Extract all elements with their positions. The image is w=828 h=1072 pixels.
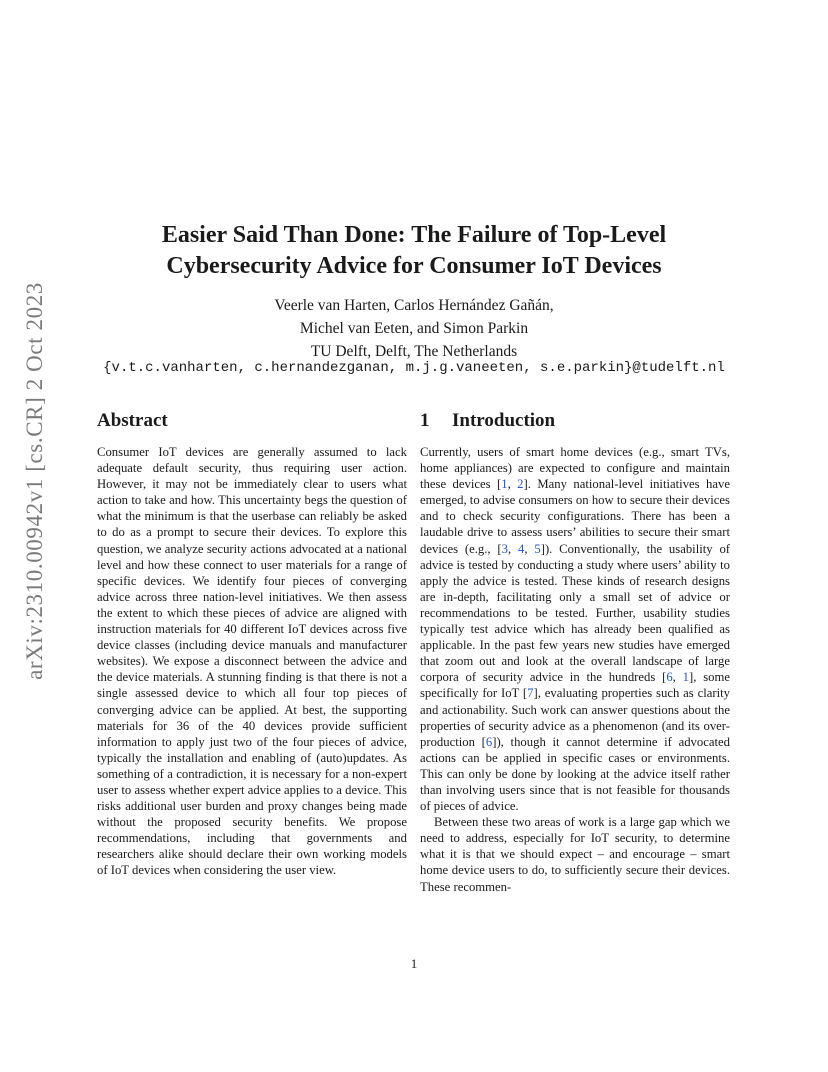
section-title: Introduction bbox=[452, 410, 556, 431]
section-number: 1 bbox=[420, 410, 430, 431]
author-block bbox=[0, 294, 828, 363]
intro-text: Between these two areas of work is a large gap which we need to address, especially for IoT security, to determine what it is that we should expect – and encourage – smart home device users to do, to sufficiently secure their devices. These recommen- bbox=[420, 815, 730, 894]
intro-text: ]), though it cannot determine if advocated actions can be applied in specific cases or environments. This can only be done by looking at the advice itself rather than involving users since that is not feasible for thousands of pieces of advice. bbox=[420, 734, 730, 814]
abstract-column bbox=[97, 408, 407, 879]
abstract-text: Consumer IoT devices are generally assumed to lack adequate default security, thus requiring user action. However, it may not be immediately clear to users what action to take and how. This uncertainty begs the question of what the minimum is that the userbase can reliably be asked to do as a prompt to secure their devices. To explore this question, we analyze security actions advocated at a national level and how these connect to user materials for a range of specific devices. We identify four pieces of converging advice across three nation-level initiatives. We then assess the extent to which these pieces of advice are aligned with instruction materials for 40 different IoT devices across five device classes (including device manuals and manufacturer websites). We expose a disconnect between the advice and the device materials. A stunning finding is that there is not a single assessed device to which all four top pieces of converging advice can be applied. At best, the supporting materials for 36 of the 40 devices provide sufficient information to apply just two of the four pieces of advice, typically the installation and enabling of (auto)updates. As something of a contradiction, it is necessary for a non-expert user to assess whether expert advice applies to a device. This risks additional user burden and proxy changes being made without the proposed security benefits. We propose recommendations, including that governments and researchers alike should declare their own working models of IoT devices when considering the user view. bbox=[97, 445, 407, 878]
citation-link[interactable]: 3 bbox=[501, 541, 508, 556]
introduction-heading bbox=[420, 408, 730, 434]
title-line-2: Cybersecurity Advice for Consumer IoT Devices bbox=[166, 253, 662, 279]
citation-link[interactable]: 6 bbox=[485, 734, 493, 749]
citation-link[interactable]: 2 bbox=[517, 477, 524, 492]
affiliation: TU Delft, Delft, The Netherlands bbox=[310, 343, 518, 360]
intro-text: Currently, users of smart home devices (e.g., smart TVs, home appliances) are expected to configure and maintain these devices [ bbox=[420, 445, 730, 492]
intro-paragraph-1: Currently, users of smart home devices (e.g., smart TVs, home appliances) are expected to configure and maintain these devices [1, 2]. Many national-level initiatives have emerged, to advise consumers on how to secure their devices and to check security configurations. There has been a laudable drive to assess users’ abilities to secure their smart devices (e.g., [3, 4, 5]). Conventionally, the usability of advice is tested by conducting a study where users’ ability to apply the advice is tested. These kinds of research designs are in-depth, facilitating only a small set of advice or recommendations to be tested. Further, usability studies typically test advice which has already been qualified as applicable. In the past few years new studies have emerged that zoom out and look at the overall landscape of large corpora of security advice in the hundreds [6, 1], some specifically for IoT [7], evaluating properties such as clarity and actionability. Such work can answer questions about the properties of security advice as a phenomenon (and its over-production [6]), though it cannot determine if advocated actions can be applied in specific cases or environments. This can only be done by looking at the advice itself rather than involving users since that is not feasible for thousands of pieces of advice. bbox=[420, 445, 731, 814]
page-number: 1 bbox=[410, 956, 418, 971]
title-line-1: Easier Said Than Done: The Failure of Top-Level bbox=[161, 222, 667, 248]
citation-link[interactable]: 5 bbox=[534, 541, 541, 556]
author-emails: {v.t.c.vanharten, c.hernandezganan, m.j.g.vaneeten, s.e.parkin}@tudelft.nl bbox=[103, 360, 725, 376]
authors-line-2: Michel van Eeten, and Simon Parkin bbox=[299, 320, 529, 337]
introduction-column bbox=[420, 408, 730, 895]
intro-text: ], some specifically for IoT [ bbox=[420, 670, 730, 701]
citation-link[interactable]: 1 bbox=[501, 477, 508, 492]
citation-link[interactable]: 1 bbox=[682, 670, 689, 685]
arxiv-id: arXiv:2310.00942v1 [cs.CR] 2 Oct 2023 bbox=[22, 282, 48, 680]
abstract-heading: Abstract bbox=[97, 410, 168, 431]
paper-title bbox=[0, 220, 828, 282]
authors-line-1: Veerle van Harten, Carlos Hernández Gañán, bbox=[274, 297, 554, 314]
intro-text: ]). Conventionally, the usability of advice is tested by conducting a study where users’ ability to apply the advice is tested. These kinds of research designs are in-depth, facilitating only a small set of advice or recommendations to be tested. Further, usability studies typically test advice which has already been qualified as applicable. In the past few years new studies have emerged that zoom out and look at the overall landscape of large corpora of security advice in the hundreds [ bbox=[420, 541, 731, 685]
citation-link[interactable]: 7 bbox=[527, 686, 534, 701]
intro-paragraph-2 bbox=[420, 814, 730, 894]
intro-text: ], evaluating properties such as clarity and actionability. Such work can answer questions about the properties of security advice as a phenomenon (and its over-production [ bbox=[420, 686, 730, 749]
citation-link[interactable]: 4 bbox=[518, 541, 525, 556]
intro-text: ]. Many national-level initiatives have emerged, to advise consumers on how to secure their devices and to check security configurations. There has been a laudable drive to assess users’ abilities to secure their smart devices (e.g., [ bbox=[420, 477, 730, 556]
citation-link[interactable]: 6 bbox=[666, 670, 673, 685]
